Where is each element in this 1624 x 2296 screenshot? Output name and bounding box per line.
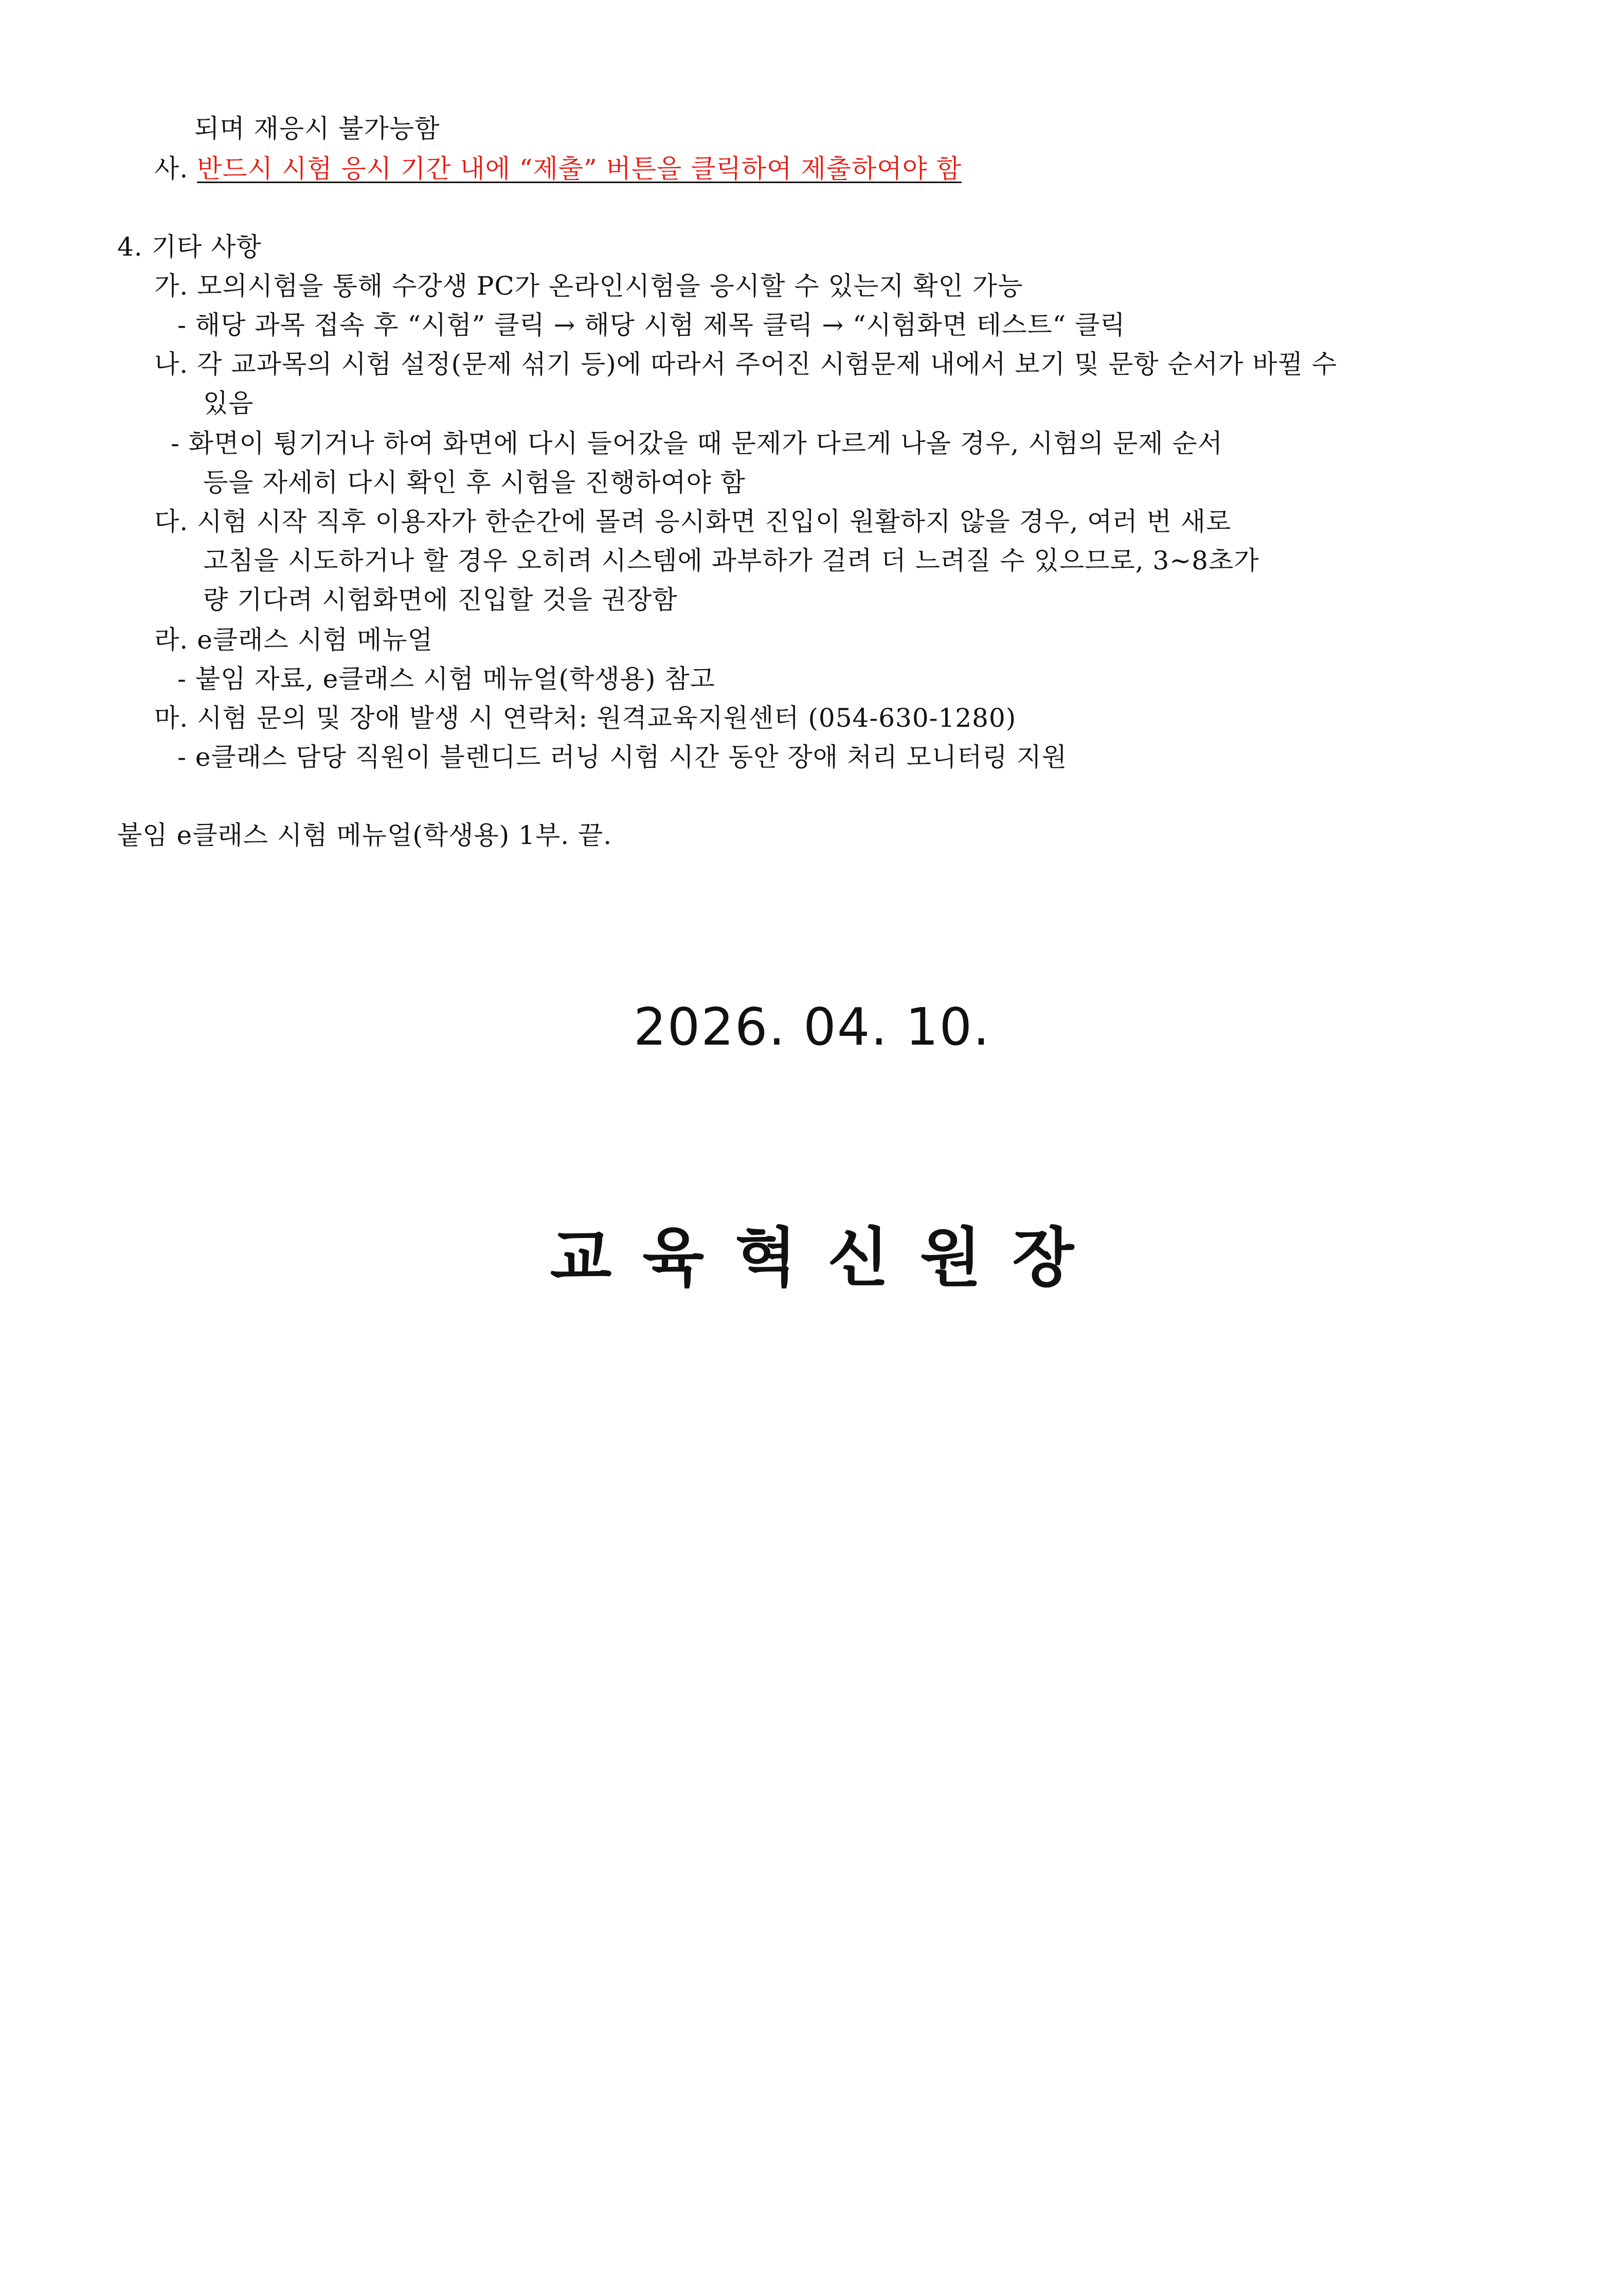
issuer-signature: 교육혁신원장	[550, 1221, 1105, 1295]
item-ma-subitem: - e클래스 담당 직원이 블렌디드 러닝 시험 시간 동안 장애 처리 모니터링 지원	[177, 742, 1068, 772]
item-na: 나. 각 교과목의 시험 설정(문제 섞기 등)에 따라서 주어진 시험문제 내에서 보기 및 문항 순서가 바뀔 수	[154, 349, 1338, 379]
item-ga: 가. 모의시험을 통해 수강생 PC가 온라인시험을 응시할 수 있는지 확인 가능	[154, 271, 1023, 301]
item-da: 다. 시험 시작 직후 이용자가 한순간에 몰려 응시화면 진입이 원활하지 않을 경우, 여러 번 새로	[154, 507, 1232, 536]
item-ga-subitem: - 해당 과목 접속 후 “시험” 클릭 → 해당 시험 제목 클릭 → “시험화면 테스트“ 클릭	[177, 310, 1126, 340]
item-ra-subitem: - 붙임 자료, e클래스 시험 메뉴얼(학생용) 참고	[177, 664, 715, 694]
submit-warning-text: 반드시 시험 응시 기간 내에 “제출” 버튼을 클릭하여 제출하여야 함	[197, 154, 962, 184]
item-da-continuation-1: 고침을 시도하거나 할 경우 오히려 시스템에 과부하가 걸려 더 느려질 수 있으므로, 3~8초가	[203, 546, 1259, 576]
item-na-continuation: 있음	[203, 388, 254, 418]
text-line-retake-notice: 되며 재응시 불가능함	[194, 114, 440, 144]
item-na-subitem: - 화면이 튕기거나 하여 화면에 다시 들어갔을 때 문제가 다르게 나올 경우, 시험의 문제 순서	[171, 428, 1223, 458]
document-date: 2026. 04. 10.	[634, 997, 990, 1057]
item-da-continuation-2: 량 기다려 시험화면에 진입할 것을 권장함	[203, 585, 678, 615]
attachment-note: 붙임 e클래스 시험 메뉴얼(학생용) 1부. 끝.	[117, 820, 612, 850]
section-heading-misc: 4. 기타 사항	[117, 232, 262, 262]
item-ra: 라. e클래스 시험 메뉴얼	[154, 625, 433, 655]
item-ma: 마. 시험 문의 및 장애 발생 시 연락처: 원격교육지원센터 (054-630-1280)	[154, 703, 1017, 733]
item-sa-marker: 사.	[154, 154, 197, 184]
item-sa	[154, 152, 962, 185]
item-na-subitem-continuation: 등을 자세히 다시 확인 후 시험을 진행하여야 함	[203, 468, 746, 497]
